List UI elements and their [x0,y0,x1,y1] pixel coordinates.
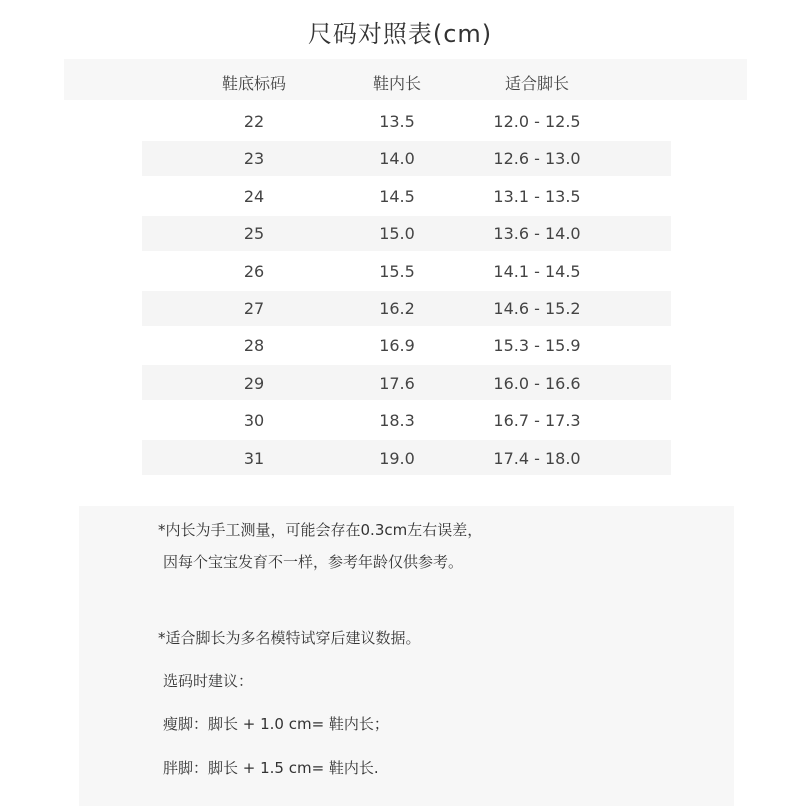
foot-length-cell: 12.0 - 12.5 [493,112,581,131]
size-cell: 26 [243,261,265,281]
foot-length-cell: 16.7 - 17.3 [493,411,581,431]
inner-length-cell: 13.5 [379,112,415,131]
page-title: 尺码对照表(cm) [307,20,493,48]
foot-length-cell: 14.6 - 15.2 [493,299,581,318]
size-cell: 27 [243,299,265,318]
inner-length-cell: 19.0 [379,448,415,468]
foot-length-cell: 12.6 - 13.0 [493,149,581,169]
header-foot-length: 适合脚长 [504,74,569,93]
size-cell: 23 [243,149,265,169]
size-cell: 25 [243,224,265,244]
inner-length-cell: 16.9 [379,336,415,356]
size-cell: 28 [243,336,265,356]
note-wide-feet: 胖脚：脚长 + 1.5 cm= 鞋内长. [163,759,379,777]
size-cell: 24 [243,186,265,206]
inner-length-cell: 17.6 [379,373,415,393]
foot-length-cell: 15.3 - 15.9 [493,336,581,356]
inner-length-cell: 16.2 [379,299,415,318]
inner-length-cell: 15.5 [379,261,415,281]
header-inner-length: 鞋内长 [372,74,421,93]
foot-length-cell: 14.1 - 14.5 [493,261,581,281]
inner-length-cell: 14.5 [379,186,415,206]
size-cell: 29 [243,373,265,393]
note-selection-heading: 选码时建议： [163,672,254,690]
foot-length-cell: 17.4 - 18.0 [493,448,581,468]
size-cell: 22 [243,112,265,131]
note-reference-age: 因每个宝宝发育不一样，参考年龄仅供参考。 [163,553,464,571]
foot-length-cell: 16.0 - 16.6 [493,373,581,393]
foot-length-cell: 13.6 - 14.0 [493,224,581,244]
inner-length-cell: 18.3 [379,411,415,431]
note-foot-length-advice: *适合脚长为多名模特试穿后建议数据。 [158,629,421,647]
foot-length-cell: 13.1 - 13.5 [493,186,581,206]
size-cell: 31 [243,448,265,468]
note-slim-feet: 瘦脚：脚长 + 1.0 cm= 鞋内长； [163,715,389,733]
size-cell: 30 [243,411,265,431]
inner-length-cell: 15.0 [379,224,415,244]
header-size-label: 鞋底标码 [221,74,286,93]
inner-length-cell: 14.0 [379,149,415,169]
note-measurement: *内长为手工测量，可能会存在0.3cm左右误差， [158,521,483,539]
